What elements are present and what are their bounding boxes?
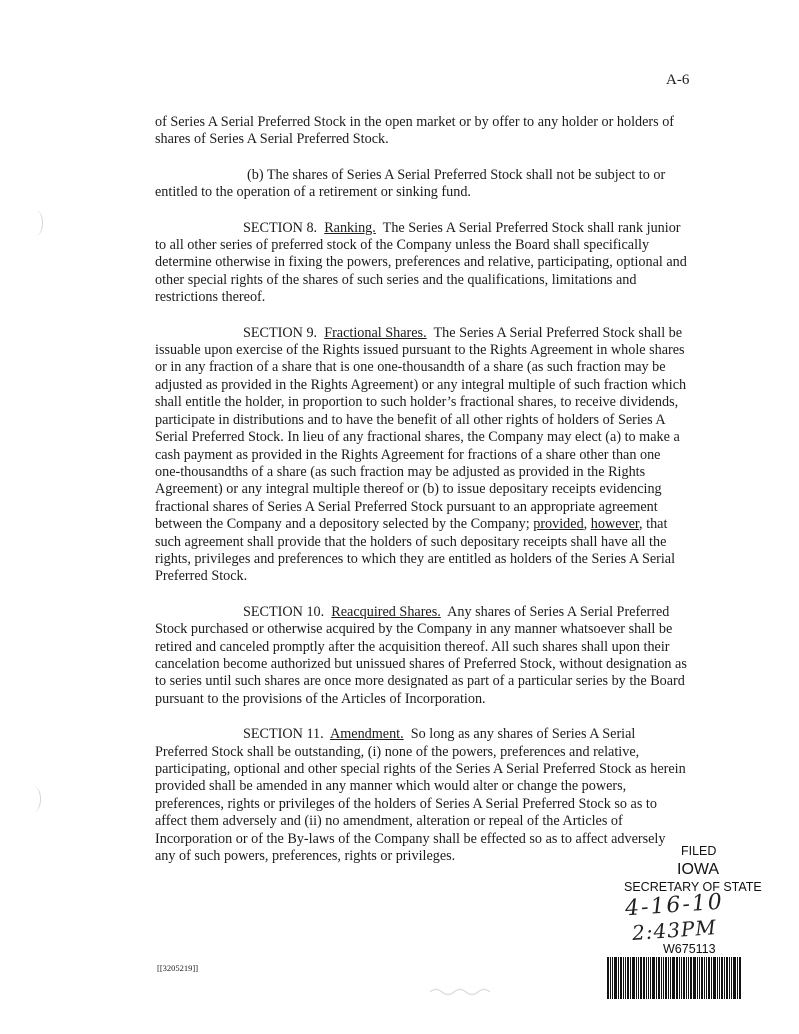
- document-id: [[3205219]]: [157, 963, 199, 973]
- barcode-bar: [683, 957, 685, 999]
- page-number: A-6: [666, 72, 690, 88]
- barcode-bar: [627, 957, 629, 999]
- barcode-bar: [663, 957, 664, 999]
- barcode-bar: [693, 957, 696, 999]
- barcode-bar: [646, 957, 647, 999]
- document-body: [155, 114, 689, 883]
- handwritten-date: 4-16-10: [624, 889, 725, 922]
- section-8: [155, 220, 689, 307]
- barcode-bar: [721, 957, 723, 999]
- scanner-artifact-mark: [428, 986, 498, 996]
- barcode-bar: [672, 957, 675, 999]
- section-10-text: Any shares of Series A Serial Preferred Stock purchased or otherwise acquired by the Company in any manner whatsoever shall be retired and canceled promptly after the acquisition thereof. All such shares shall upon their cancelation become authorized but unissued shares of Preferred Stock, without designation as to series until such shares are once more designated as part of a particular series by the Board pursuant to the provisions of the Articles of Incorporation.: [155, 603, 687, 707]
- barcode-bar: [676, 957, 678, 999]
- paragraph-b: (b) The shares of Series A Serial Preferred Stock shall not be subject to or entitled to the operation of a retirement or sinking fund.: [155, 166, 666, 201]
- barcode-bar: [719, 957, 720, 999]
- barcode-bar: [679, 957, 680, 999]
- filing-number: W675113: [663, 942, 716, 956]
- section-8-text: The Series A Serial Preferred Stock shall rank junior to all other series of preferred stock of the Company unless the Board shall specifically determine otherwise in fixing the powers, preferences and relative, participating, optional and other special rights of the shares of such series and the qualifications, limitations and restrictions thereof.: [155, 219, 687, 306]
- section-9-heading: Fractional Shares.: [324, 324, 427, 341]
- barcode-bar: [713, 957, 716, 999]
- barcode-bar: [636, 957, 637, 999]
- section-11-heading: Amendment.: [329, 726, 404, 743]
- barcode-bar: [640, 957, 642, 999]
- handwritten-time: 2:43PM: [631, 915, 718, 945]
- barcode-bar: [614, 957, 617, 999]
- barcode-bar: [699, 957, 700, 999]
- barcode-bar: [706, 957, 707, 999]
- barcode-bar: [704, 957, 705, 999]
- barcode-bar: [729, 957, 730, 999]
- barcode-bar: [724, 957, 725, 999]
- barcode-bar: [690, 957, 692, 999]
- barcode-bar: [670, 957, 671, 999]
- barcode-bar: [610, 957, 611, 999]
- section-11-text: So long as any shares of Series A Serial Preferred Stock shall be outstanding, (i) none of the powers, preferences and relative, participating, optional and other special rights of the Series A Serial Preferred Stock as herein provided shall be amended in any manner which would alter or change the powers, preferences, rights or privileges of the holders of Series A Serial Preferred Stock so as to affect them adversely and (ii) no amendment, alteration or repeal of the Articles of Incorporation or of the By-laws of the Company shall be effected so as to affect adversely any of such powers, preferences, rights or privileges.: [155, 726, 686, 865]
- barcode-bar: [632, 957, 635, 999]
- barcode-bar: [701, 957, 703, 999]
- section-9-text-b: , that such agreement shall provide that the holders of such depositary receipts shall have all the rights, privileges and preferences to which they are entitled as holders of the Series A Serial Preferred Stock.: [155, 516, 676, 585]
- barcode-bar: [711, 957, 712, 999]
- section-11-label: SECTION 11.: [243, 726, 324, 743]
- barcode-bar: [638, 957, 639, 999]
- barcode-bar: [717, 957, 718, 999]
- barcode-bar: [665, 957, 667, 999]
- barcode-bar: [658, 957, 660, 999]
- barcode-bar: [620, 957, 622, 999]
- section-10-heading: Reacquired Shares.: [331, 603, 441, 620]
- section-9-provided: provided: [533, 516, 584, 533]
- section-9: [155, 325, 689, 586]
- section-10: [155, 604, 689, 708]
- barcode-bar: [733, 957, 736, 999]
- barcode-bar: [737, 957, 738, 999]
- barcode-bar: [726, 957, 728, 999]
- barcode-bar: [625, 957, 626, 999]
- barcode-bar: [668, 957, 669, 999]
- stamp-office: SECRETARY OF STATE: [624, 880, 762, 894]
- punch-mark-top: [28, 210, 43, 236]
- section-9-label: SECTION 9.: [243, 324, 318, 341]
- barcode-bar: [652, 957, 655, 999]
- barcode-bar: [661, 957, 662, 999]
- barcode-bar: [681, 957, 682, 999]
- barcode-bar: [630, 957, 631, 999]
- barcode-bar: [688, 957, 689, 999]
- section-8-heading: Ranking.: [324, 219, 376, 236]
- section-9-text-a: The Series A Serial Preferred Stock shall be issuable upon exercise of the Rights issued pursuant to the Rights Agreement in whole shares or in any fraction of a share that is one one-thousandth of a share (as such fraction may be adjusted as provided in the Rights Agreement) or any integral multiple of such fraction which shall entitle the holder, in proportion to such holder’s fractional shares, to receive dividends, participate in distributions and to have the benefit of all other rights of holders of Series A Serial Preferred Stock. In lieu of any fractional shares, the Company may elect (a) to make a cash payment as provided in the Rights Agreement for fractions of a share other than one one-thousandths of a share (as such fraction may be adjusted as provided in the Rights Agreement) or any integral multiple thereof or (b) to issue depositary receipts evidencing fractional shares of Series A Serial Preferred Stock pursuant to an appropriate agreement between the Company and a depository selected by the Company;: [155, 324, 687, 533]
- barcode-bar: [648, 957, 649, 999]
- barcode-bar: [708, 957, 710, 999]
- barcode-bar: [643, 957, 645, 999]
- barcode-bar: [618, 957, 619, 999]
- barcode-bar: [623, 957, 624, 999]
- section-11: [155, 726, 689, 865]
- punch-mark-middle: [26, 786, 41, 812]
- paragraph-continuation: of Series A Serial Preferred Stock in the open market or by offer to any holder or holders of shares of Series A Serial Preferred Stock.: [155, 114, 675, 148]
- stamp-state: IOWA: [677, 861, 720, 878]
- barcode-bar: [656, 957, 657, 999]
- barcode-image: [607, 957, 769, 999]
- section-9-however: however: [590, 516, 640, 533]
- section-8-label: SECTION 8.: [243, 219, 318, 236]
- barcode-bar: [607, 957, 609, 999]
- barcode-bar: [650, 957, 651, 999]
- stamp-filed: FILED: [681, 844, 717, 858]
- barcode-bar: [739, 957, 741, 999]
- barcode-bar: [612, 957, 613, 999]
- barcode-bar: [731, 957, 732, 999]
- barcode-bar: [697, 957, 698, 999]
- barcode-bar: [686, 957, 687, 999]
- section-9-comma: ,: [583, 516, 588, 533]
- section-10-label: SECTION 10.: [243, 603, 325, 620]
